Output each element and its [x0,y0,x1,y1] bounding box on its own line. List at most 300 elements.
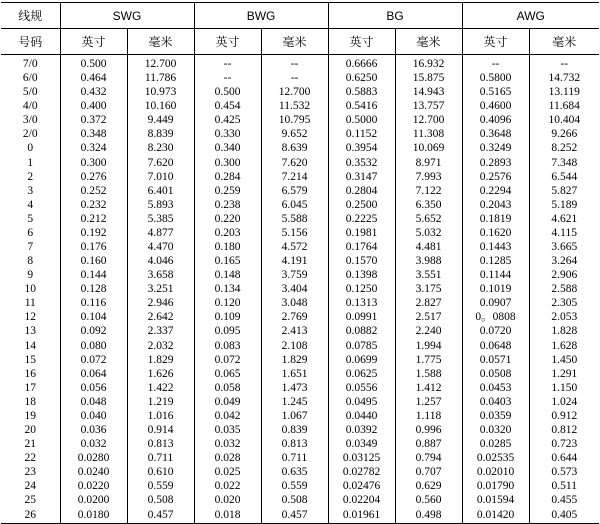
cell-awg-mm: 7.348 [551,156,578,169]
cell-bg-inch: 0.02204 [328,493,395,507]
cell-swg-inch: 0.0220 [60,479,127,493]
cell-awg-mm: 0.912 [551,409,578,422]
cell-bg-mm: 0.707 [395,465,462,479]
cell-swg-inch: 0.432 [60,85,127,99]
table-row [1,437,599,451]
cell-awg-mm: 5.827 [551,184,578,197]
cell-bwg-inch: 0.109 [194,310,261,324]
cell-bg-inch: 0.0556 [328,381,395,395]
cell-bwg-inch: 0.180 [194,240,261,254]
cell-bwg-mm: -- [261,71,328,85]
cell-bg-mm: 0.887 [395,437,462,451]
cell-bwg-inch: 0.028 [194,451,261,465]
table-row [1,367,599,381]
cell-awg-inch: 0.1443 [462,240,529,254]
cell-awg-mm: 0.511 [551,480,577,493]
cell-gauge-number: 22 [1,451,60,465]
cell-swg-inch: 0.072 [60,353,127,367]
cell-swg-inch: 0.348 [60,127,127,141]
cell-swg-mm: 5.893 [127,198,194,212]
table-row [1,508,599,524]
cell-bg-inch: 0.1764 [328,240,395,254]
cell-gauge-number: 9 [1,268,60,282]
cell-bg-mm: 14.943 [395,85,462,99]
cell-bwg-mm: 3.759 [261,268,328,282]
cell-bg-mm: 1.994 [395,339,462,353]
cell-gauge-number: 19 [1,409,60,423]
cell-bg-inch: 0.02476 [328,479,395,493]
cell-gauge-number: 25 [1,493,60,507]
cell-swg-inch: 0.300 [60,156,127,170]
cell-awg-mm: 8.252 [551,142,578,155]
cell-bwg-mm: 7.214 [261,170,328,184]
cell-bwg-mm: 3.048 [261,296,328,310]
header-group-awg: AWG [462,3,599,29]
cell-gauge-number: 0 [1,141,60,155]
wire-gauge-table [1,2,599,524]
cell-bwg-inch: 0.330 [194,127,261,141]
cell-swg-inch: 0.064 [60,367,127,381]
cell-bg-inch: 0.5883 [328,85,395,99]
cell-swg-mm: 7.620 [127,156,194,170]
cell-gauge-number: 4 [1,198,60,212]
cell-bwg-inch: 0.340 [194,141,261,155]
cell-gauge-number: 12 [1,310,60,324]
cell-awg-mm: 3.665 [551,241,578,254]
cell-awg-mm: 1.150 [551,381,578,394]
cell-awg-inch: 0.1019 [462,282,529,296]
table-row [1,339,599,353]
cell-bg-mm: 16.932 [395,55,462,72]
cell-bwg-inch: 0.032 [194,437,261,451]
cell-gauge-number: 18 [1,395,60,409]
cell-bg-mm: 0.560 [395,493,462,507]
cell-swg-inch: 0.252 [60,184,127,198]
cell-bg-mm: 13.757 [395,99,462,113]
cell-awg-mm: 2.588 [551,283,578,296]
cell-bwg-inch: 0.425 [194,113,261,127]
table-row [1,184,599,198]
table-body [1,55,599,524]
cell-awg-inch: 0.0403 [462,395,529,409]
cell-awg-mm: 0.644 [551,452,578,465]
cell-gauge-number: 11 [1,296,60,310]
cell-bwg-mm: 6.579 [261,184,328,198]
cell-awg-mm: 2.906 [551,269,578,282]
cell-swg-mm: 0.559 [127,479,194,493]
cell-swg-mm: 8.839 [127,127,194,141]
cell-swg-mm: 4.046 [127,254,194,268]
cell-swg-mm: 2.642 [127,310,194,324]
cell-bg-inch: 0.03125 [328,451,395,465]
table-row [1,99,599,113]
table-row [1,226,599,240]
cell-bg-inch: 0.0991 [328,310,395,324]
cell-bwg-inch: 0.020 [194,493,261,507]
cell-bg-mm: 0.996 [395,423,462,437]
cell-bwg-mm: 4.572 [261,240,328,254]
cell-bwg-mm: -- [261,55,328,72]
cell-swg-inch: 0.160 [60,254,127,268]
cell-bwg-inch: 0.018 [194,508,261,524]
cell-swg-inch: 0.032 [60,437,127,451]
cell-bg-mm: 6.350 [395,198,462,212]
cell-swg-mm: 4.877 [127,226,194,240]
cell-swg-mm: 0.711 [127,451,194,465]
cell-bg-inch: 0.01961 [328,508,395,524]
cell-bwg-mm: 4.191 [261,254,328,268]
table-row [1,465,599,479]
cell-swg-inch: 0.372 [60,113,127,127]
table-row [1,85,599,99]
cell-swg-inch: 0.176 [60,240,127,254]
cell-awg-mm: 1.291 [551,367,578,380]
cell-swg-inch: 0.500 [60,55,127,72]
table-row [1,254,599,268]
header-unit-inch: 英寸 [328,29,395,55]
cell-awg-inch: 0.1620 [462,226,529,240]
header-unit-inch: 英寸 [462,29,529,55]
cell-awg-inch: 0.0359 [462,409,529,423]
table-row [1,127,599,141]
cell-bwg-mm: 1.067 [261,409,328,423]
cell-bg-mm: 2.827 [395,296,462,310]
cell-bwg-inch: 0.042 [194,409,261,423]
cell-bg-mm: 1.118 [395,409,462,423]
cell-bg-inch: 0.6666 [328,55,395,72]
cell-bg-mm: 11.308 [395,127,462,141]
cell-bg-inch: 0.2804 [328,184,395,198]
cell-bwg-mm: 10.795 [261,113,328,127]
cell-bwg-mm: 0.635 [261,465,328,479]
table-row [1,324,599,338]
cell-bwg-inch: 0.203 [194,226,261,240]
cell-bwg-inch: 0.134 [194,282,261,296]
cell-gauge-number: 3/0 [1,113,60,127]
cell-awg-inch: 0.3648 [462,127,529,141]
cell-swg-inch: 0.212 [60,212,127,226]
cell-awg-inch: -- [462,55,529,72]
cell-awg-mm: 0.573 [551,466,578,479]
cell-awg-mm: 0.455 [551,494,578,507]
cell-swg-mm: 9.449 [127,113,194,127]
cell-bwg-inch: 0.083 [194,339,261,353]
cell-gauge-number: 14 [1,339,60,353]
cell-bg-inch: 0.0882 [328,324,395,338]
table-row [1,409,599,423]
cell-gauge-number: 17 [1,381,60,395]
cell-bg-inch: 0.2225 [328,212,395,226]
cell-awg-mm: 9.266 [551,128,578,141]
cell-gauge-number: 6 [1,226,60,240]
cell-bg-inch: 0.0392 [328,423,395,437]
table-row [1,479,599,493]
cell-gauge-number: 13 [1,324,60,338]
cell-swg-inch: 0.036 [60,423,127,437]
cell-gauge-number: 10 [1,282,60,296]
cell-bwg-inch: 0.120 [194,296,261,310]
cell-bg-inch: 0.1250 [328,282,395,296]
cell-awg-mm: 2.053 [551,311,578,324]
header-unit-mm: 毫米 [395,29,462,55]
cell-bwg-inch: 0.049 [194,395,261,409]
table-row [1,240,599,254]
cell-gauge-number: 26 [1,508,60,524]
cell-swg-mm: 10.973 [127,85,194,99]
cell-bwg-mm: 5.156 [261,226,328,240]
cell-gauge-number: 6/0 [1,71,60,85]
header-corner-gauge: 线规 [1,3,60,29]
cell-bwg-inch: 0.454 [194,99,261,113]
cell-gauge-number: 3 [1,184,60,198]
cell-awg-inch: 0.1144 [462,268,529,282]
table-row [1,71,599,85]
cell-swg-inch: 0.040 [60,409,127,423]
cell-bwg-inch: -- [194,55,261,72]
cell-swg-mm: 1.016 [127,409,194,423]
cell-bg-mm: 0.794 [395,451,462,465]
cell-bg-mm: 5.652 [395,212,462,226]
header-group-bg: BG [328,3,462,29]
cell-awg-mm: 1.024 [551,395,578,408]
cell-bwg-inch: 0.165 [194,254,261,268]
cell-swg-mm: 2.032 [127,339,194,353]
cell-bwg-mm: 1.651 [261,367,328,381]
cell-awg-inch: 0.01594 [462,493,529,507]
cell-swg-mm: 0.610 [127,465,194,479]
cell-swg-inch: 0.128 [60,282,127,296]
cell-awg-mm: 3.264 [551,255,578,268]
header-unit-mm: 毫米 [261,29,328,55]
cell-awg-inch: 0.02535 [462,451,529,465]
cell-gauge-number: 15 [1,353,60,367]
cell-swg-inch: 0.232 [60,198,127,212]
cell-swg-mm: 1.829 [127,353,194,367]
cell-swg-inch: 0.0280 [60,451,127,465]
cell-bg-inch: 0.6250 [328,71,395,85]
cell-bg-inch: 0.0625 [328,367,395,381]
cell-awg-inch: 0.1819 [462,212,529,226]
cell-bg-mm: 15.875 [395,71,462,85]
cell-awg-mm: 6.544 [551,170,578,183]
header-row-groups [1,3,599,29]
cell-swg-inch: 0.400 [60,99,127,113]
cell-swg-inch: 0.0240 [60,465,127,479]
cell-bg-inch: 0.0495 [328,395,395,409]
cell-bg-mm: 2.517 [395,310,462,324]
cell-swg-inch: 0.192 [60,226,127,240]
header-group-swg: SWG [60,3,194,29]
cell-swg-mm: 7.010 [127,170,194,184]
cell-bg-inch: 0.02782 [328,465,395,479]
cell-bwg-mm: 0.559 [261,479,328,493]
cell-awg-inch: 0.3249 [462,141,529,155]
cell-awg-inch: 0.0320 [462,423,529,437]
cell-gauge-number: 5/0 [1,85,60,99]
cell-awg-inch: 0.4096 [462,113,529,127]
cell-bwg-inch: 0.220 [194,212,261,226]
cell-awg-mm: 10.404 [548,114,581,127]
cell-bwg-inch: 0.072 [194,353,261,367]
cell-awg-mm: 1.450 [551,353,578,366]
cell-swg-inch: 0.324 [60,141,127,155]
cell-bwg-inch: 0.300 [194,156,261,170]
cell-swg-inch: 0.104 [60,310,127,324]
cell-bwg-inch: 0.058 [194,381,261,395]
cell-bwg-mm: 9.652 [261,127,328,141]
cell-swg-inch: 0.116 [60,296,127,310]
cell-gauge-number: 4/0 [1,99,60,113]
cell-awg-inch: 0.01790 [462,479,529,493]
cell-bg-inch: 0.1981 [328,226,395,240]
cell-swg-mm: 11.786 [127,71,194,85]
cell-swg-inch: 0.056 [60,381,127,395]
cell-bwg-mm: 8.639 [261,141,328,155]
cell-awg-mm: 0.723 [551,438,578,451]
cell-swg-mm: 12.700 [127,55,194,72]
cell-gauge-number: 20 [1,423,60,437]
cell-awg-inch: 0.0453 [462,381,529,395]
header-unit-mm: 毫米 [127,29,194,55]
cell-swg-inch: 0.048 [60,395,127,409]
cell-bg-inch: 0.5000 [328,113,395,127]
cell-bg-mm: 5.032 [395,226,462,240]
cell-swg-inch: 0.144 [60,268,127,282]
cell-awg-mm: 13.119 [548,86,580,99]
cell-bg-mm: 7.993 [395,170,462,184]
header-corner-number: 号码 [1,29,60,55]
header-unit-inch: 英寸 [194,29,261,55]
cell-awg-mm: 11.684 [548,100,580,113]
cell-bwg-inch: 0.095 [194,324,261,338]
cell-awg-mm: 4.115 [551,226,577,239]
cell-awg-mm: 14.732 [548,72,581,85]
cell-bg-inch: 0.3954 [328,141,395,155]
cell-awg-mm: 1.828 [551,325,578,338]
cell-bg-mm: 4.481 [395,240,462,254]
cell-bwg-inch: 0.259 [194,184,261,198]
cell-bwg-inch: 0.238 [194,198,261,212]
cell-bwg-mm: 5.588 [261,212,328,226]
table-row [1,198,599,212]
cell-swg-mm: 0.813 [127,437,194,451]
cell-swg-mm: 2.946 [127,296,194,310]
cell-awg-inch: 0.4600 [462,99,529,113]
cell-bg-inch: 0.3147 [328,170,395,184]
cell-awg-mm: 0.812 [551,424,578,437]
cell-bwg-mm: 3.404 [261,282,328,296]
cell-bwg-mm: 11.532 [261,99,328,113]
table-row [1,395,599,409]
cell-gauge-number: 2 [1,170,60,184]
cell-gauge-number: 1 [1,156,60,170]
cell-swg-mm: 0.914 [127,423,194,437]
table-row [1,353,599,367]
cell-awg-inch: 0.0648 [462,339,529,353]
header-unit-mm: 毫米 [529,29,599,55]
header-group-bwg: BWG [194,3,328,29]
cell-awg-inch: 0.0285 [462,437,529,451]
cell-swg-mm: 0.457 [127,508,194,524]
cell-gauge-number: 2/0 [1,127,60,141]
cell-swg-mm: 4.470 [127,240,194,254]
cell-awg-inch: 0.2576 [462,170,529,184]
cell-awg-inch: 0.5800 [462,71,529,85]
cell-bwg-mm: 0.508 [261,493,328,507]
table-row [1,296,599,310]
cell-bg-mm: 3.988 [395,254,462,268]
table-row [1,451,599,465]
cell-bg-mm: 1.588 [395,367,462,381]
cell-bwg-mm: 1.245 [261,395,328,409]
cell-bg-inch: 0.2500 [328,198,395,212]
cell-swg-inch: 0.0180 [60,508,127,524]
table-row [1,493,599,507]
cell-gauge-number: 16 [1,367,60,381]
cell-swg-mm: 3.251 [127,282,194,296]
cell-swg-inch: 0.464 [60,71,127,85]
table-row [1,55,599,72]
cell-bwg-mm: 0.813 [261,437,328,451]
cell-bg-mm: 8.971 [395,156,462,170]
cell-bg-inch: 0.0785 [328,339,395,353]
cell-awg-inch: 0.01420 [462,508,529,524]
cell-awg-inch: 0.0508 [462,367,529,381]
cell-bwg-mm: 12.700 [261,85,328,99]
cell-bg-mm: 1.412 [395,381,462,395]
cell-bwg-inch: -- [194,71,261,85]
cell-awg-mm: 2.305 [551,297,578,310]
cell-bwg-inch: 0.500 [194,85,261,99]
cell-gauge-number: 7/0 [1,55,60,72]
cell-bwg-mm: 0.711 [261,451,328,465]
cell-bg-mm: 1.775 [395,353,462,367]
cell-awg-mm: 1.628 [551,339,578,352]
cell-bg-inch: 0.1152 [328,127,395,141]
cell-bg-inch: 0.0699 [328,353,395,367]
cell-awg-inch: 0.2043 [462,198,529,212]
cell-gauge-number: 24 [1,479,60,493]
cell-bwg-inch: 0.284 [194,170,261,184]
cell-bg-mm: 1.257 [395,395,462,409]
table-row [1,282,599,296]
cell-bg-mm: 0.498 [395,508,462,524]
cell-swg-mm: 5.385 [127,212,194,226]
cell-bwg-inch: 0.065 [194,367,261,381]
cell-bwg-inch: 0.025 [194,465,261,479]
cell-bg-mm: 2.240 [395,324,462,338]
cell-awg-inch: 0.0720 [462,324,529,338]
cell-awg-inch: 0.2893 [462,156,529,170]
cell-bwg-inch: 0.148 [194,268,261,282]
cell-bwg-mm: 1.473 [261,381,328,395]
cell-swg-mm: 0.508 [127,493,194,507]
cell-awg-inch: 0.02010 [462,465,529,479]
cell-gauge-number: 23 [1,465,60,479]
cell-bg-mm: 10.069 [395,141,462,155]
cell-awg-mm: -- [560,58,569,70]
table-row [1,113,599,127]
cell-awg-mm: 4.621 [551,212,578,225]
cell-bg-inch: 0.1570 [328,254,395,268]
cell-bg-inch: 0.1398 [328,268,395,282]
cell-swg-mm: 1.626 [127,367,194,381]
cell-bwg-inch: 0.035 [194,423,261,437]
cell-bg-mm: 7.122 [395,184,462,198]
cell-bwg-mm: 2.108 [261,339,328,353]
table-row [1,268,599,282]
cell-gauge-number: 5 [1,212,60,226]
